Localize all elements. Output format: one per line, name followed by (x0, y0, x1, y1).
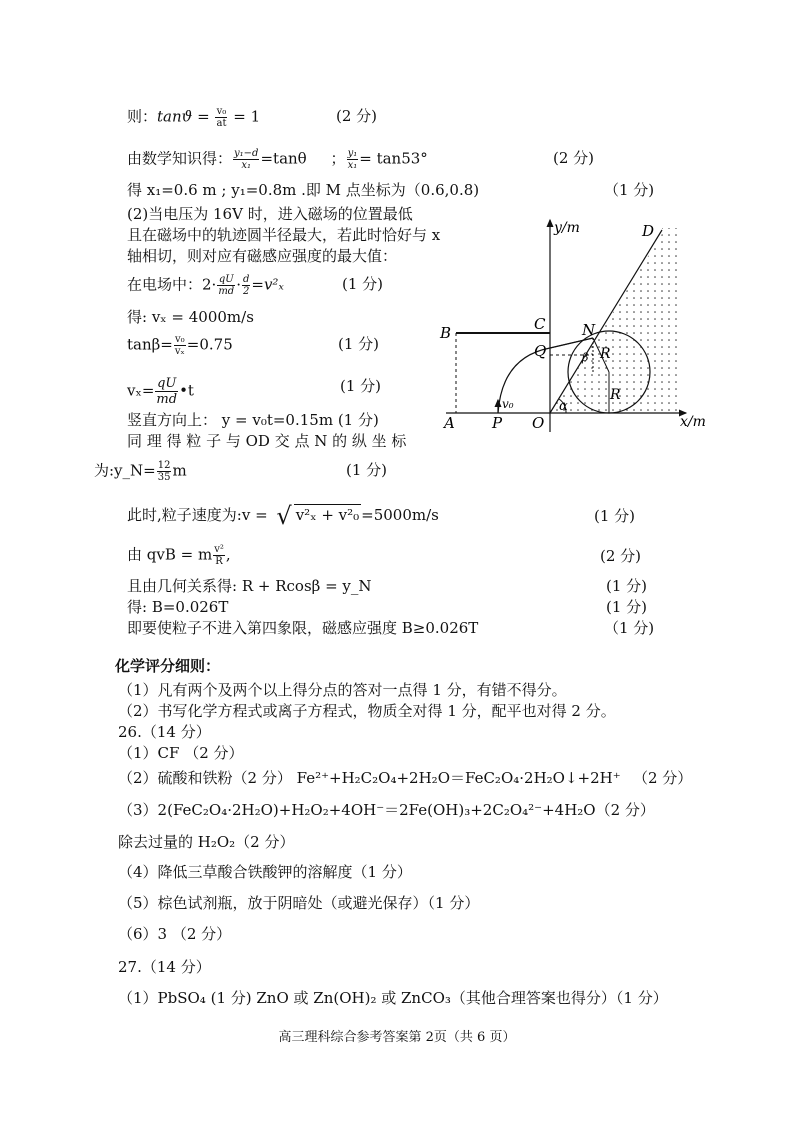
page-footer: 高三理科综合参考答案第 2页（共 6 页） (278, 1030, 516, 1045)
score: （1 分) (604, 181, 655, 199)
score: （1 分) (604, 619, 655, 637)
score: （2 分） (633, 769, 693, 787)
answer-26-2: （2）硫酸和铁粉（2 分） Fe²⁺+H₂C₂O₄+2H₂O＝FeC₂O₄·2H₂O↓+2H⁺ (118, 769, 621, 787)
label-c: C (534, 315, 546, 333)
text-part2-l2: 且在磁场中的轨迹圆半径最大，若此时恰好与 x (127, 226, 441, 244)
label-b: B (440, 324, 452, 342)
score: (1 分) (338, 335, 380, 353)
eq-vertical: 竖直方向上： y = v₀t=0.15m (1 分) (127, 411, 379, 429)
label-n: N (582, 321, 596, 339)
label-o: O (532, 414, 545, 432)
eq-math-knowledge: 由数学知识得： $\frac{\text{y₁−d}}{\text{x₁}}$ =tanθ ； $\frac{\text{y₁}}{\text{x₁}}$ = tan53° (127, 148, 428, 171)
physics-diagram (436, 212, 716, 442)
answer-26-5: （5）棕色试剂瓶，放于阴暗处（或避光保存）（1 分） (118, 894, 480, 912)
chem-rule-1: （1）凡有两个及两个以上得分点的答对一点得 1 分，有错不得分。 (118, 681, 567, 699)
label-r2: R (610, 387, 621, 403)
answer-26-3b: 除去过量的 H₂O₂（2 分） (118, 833, 295, 851)
text-conclusion: 即要使粒子不进入第四象限，磁感应强度 B≥0.026T (127, 619, 479, 637)
answer-26-3: （3）2(FeC₂O₄·2H₂O)+H₂O₂+4OH⁻＝2Fe(OH)₃+2C₂O₄²⁻+4H₂O（2 分） (118, 801, 655, 819)
answer-27-1: （1）PbSO₄ (1 分) ZnO 或 Zn(OH)₂ 或 ZnCO₃（其他合理答案也得分）（1 分） (118, 989, 668, 1007)
eq-yn: 为:y_N= $\frac{12}{35}$ m (94, 460, 187, 483)
line-to-q (550, 338, 593, 348)
label-beta: β (582, 351, 589, 364)
score: (2 分) (600, 547, 642, 565)
chem-rule-2: （2）书写化学方程式或离子方程式，物质全对得 1 分，配平也对得 2 分。 (118, 702, 616, 720)
field-region (662, 228, 682, 413)
score: (2 分) (553, 149, 595, 167)
score: (1 分) (606, 577, 648, 595)
label-v0: v₀ (502, 397, 514, 411)
text-n-coordinate: 同 理 得 粒 子 与 OD 交 点 N 的 纵 坐 标 (127, 432, 407, 450)
text-part2-l1: (2)当电压为 16V 时，进入磁场的位置最低 (127, 205, 413, 223)
answer-26-4: （4）降低三草酸合铁酸钾的溶解度（1 分） (118, 863, 412, 881)
label-a: A (444, 414, 455, 432)
question-26: 26.（14 分） (118, 723, 211, 741)
chem-title: 化学评分细则： (115, 657, 221, 675)
eq-b-value: 得: B=0.026T (127, 598, 229, 616)
eq-tan-theta: 则：tanϑ = $\frac{\text{v₀}}{at}$ = 1 (127, 106, 261, 129)
score: (1 分) (342, 275, 384, 293)
eq-vx: 得: vₓ = 4000m/s (127, 308, 254, 326)
label-y-axis: y/m (554, 220, 580, 236)
eq-speed: 此时,粒子速度为:v = √ v²ₓ + v²₀ =5000m/s (127, 502, 439, 530)
label-d: D (642, 222, 655, 240)
score: (1 分) (606, 598, 648, 616)
eq-tan-beta: tanβ= $\frac{\text{v₀}}{\text{vₓ}}$ =0.75 (127, 334, 233, 357)
label-q: Q (534, 342, 547, 360)
eq-vx-t: vₓ= $\frac{qU}{md}$ •t (127, 376, 194, 407)
label-r1: R (600, 346, 611, 362)
label-p: P (492, 414, 503, 432)
score: (1 分) (346, 461, 388, 479)
eq-geometry: 且由几何关系得: R + Rcosβ = y_N (127, 577, 372, 595)
score: (1 分) (594, 507, 636, 525)
question-27: 27.（14 分） (118, 958, 211, 976)
answer-26-6: （6）3 （2 分） (118, 925, 232, 943)
text-m-coordinate: 得 x₁=0.6 m ; y₁=0.8m .即 M 点坐标为（0.6,0.8) (127, 181, 480, 199)
answer-26-1: （1）CF （2 分） (118, 744, 244, 762)
eq-qvb: 由 qvB = m $\frac{\text{v²}}{R}$ , (127, 544, 231, 567)
score: (2 分) (336, 107, 378, 125)
score: (1 分) (340, 377, 382, 395)
label-alpha: α (559, 399, 568, 414)
text-part2-l3: 轴相切，则对应有磁感应强度的最大值： (127, 247, 398, 265)
label-x-axis: x/m (680, 414, 706, 430)
eq-electric-field: 在电场中：2· $\frac{qU}{md}$ · $\frac{d}{2}$ =v²ₓ (127, 274, 284, 297)
